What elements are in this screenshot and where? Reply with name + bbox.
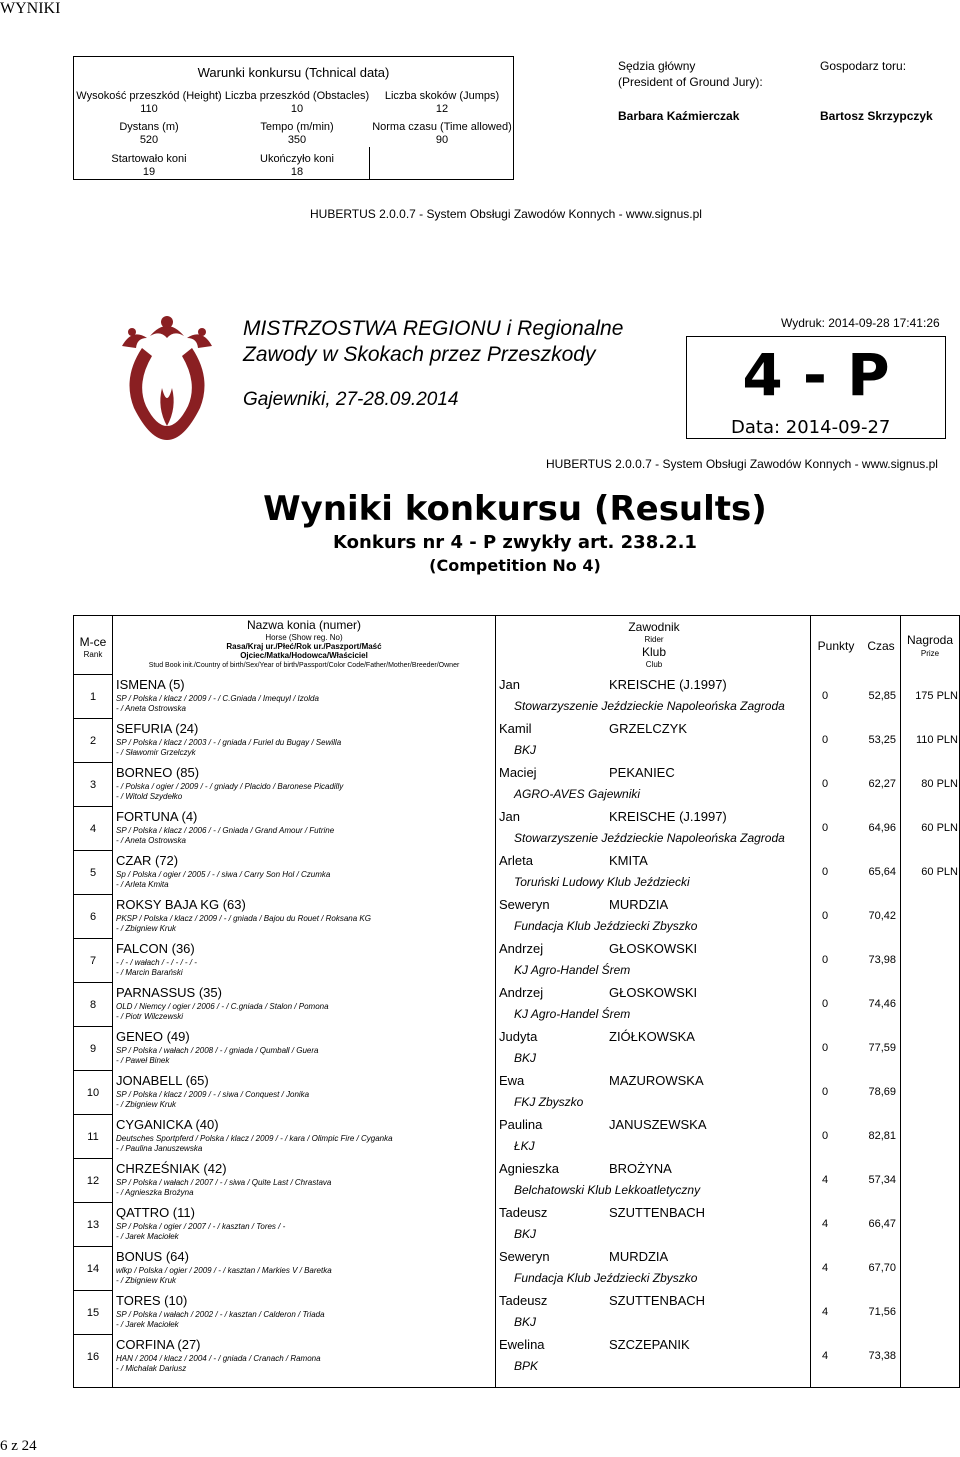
table-row <box>74 762 960 806</box>
rider-last-name: GRZELCZYK <box>609 721 688 736</box>
rider-first-name: Judyta <box>499 1029 538 1044</box>
horse-owner: - / Paulina Januszewska <box>116 1144 203 1153</box>
horse-info: SP / Polska / ogier / 2007 / - / kasztan / Tores / - <box>116 1222 286 1231</box>
horse-owner: - / Zbigniew Kruk <box>116 1276 177 1285</box>
points-cell: 0 <box>821 1130 829 1142</box>
table-row <box>74 894 960 938</box>
president-label-1: Sędzia główny <box>618 59 696 73</box>
rider-last-name: GŁOSKOWSKI <box>609 941 698 956</box>
rider-club: ŁKJ <box>514 1139 535 1153</box>
document-title: WYNIKI <box>0 0 61 17</box>
rank-divider <box>74 1070 112 1071</box>
points-cell: 0 <box>821 866 829 878</box>
time-cell: 57,34 <box>868 1174 896 1186</box>
time-cell: 65,64 <box>868 866 896 878</box>
rank-cell: 4 <box>89 823 97 835</box>
time-cell: 73,38 <box>868 1350 896 1362</box>
rank-divider <box>74 1026 112 1027</box>
rider-first-name: Jan <box>499 809 520 824</box>
horse-owner: - / Zbigniew Kruk <box>116 1100 177 1109</box>
header-club-en: Club <box>645 660 663 669</box>
rank-divider <box>74 1202 112 1203</box>
jumps-label-row: Liczba skoków (Jumps) <box>384 90 500 102</box>
horse-name: ISMENA (5) <box>116 677 185 692</box>
horse-name: CHRZEŚNIAK (42) <box>116 1161 227 1176</box>
time-cell: 70,42 <box>868 910 896 922</box>
rider-last-name: ZIÓŁKOWSKA <box>609 1029 695 1044</box>
points-cell: 0 <box>821 778 829 790</box>
time-allowed-label: Norma czasu (Time allowed) <box>372 121 512 133</box>
rider-last-name: SZCZEPANIK <box>609 1337 690 1352</box>
rider-first-name: Seweryn <box>499 897 550 912</box>
rider-first-name: Jan <box>499 677 520 692</box>
table-row <box>74 718 960 762</box>
header-horse-parents: Ojciec/Matka/Hodowca/Właściciel <box>240 651 368 660</box>
obstacles-label: Liczba przeszkód (Obstacles) <box>224 90 370 102</box>
horse-name: CYGANICKA (40) <box>116 1117 219 1132</box>
rider-first-name: Arleta <box>499 853 533 868</box>
rider-club: Belchatowski Klub Lekkoatletyczny <box>514 1183 701 1197</box>
rank-cell: 14 <box>86 1263 100 1275</box>
rider-club: Stowarzyszenie Jeździeckie Napoleońska Zagroda <box>514 831 785 845</box>
horse-name: TORES (10) <box>116 1293 188 1308</box>
started-value: 19 <box>142 166 156 178</box>
horse-name: QATTRO (11) <box>116 1205 195 1220</box>
rider-club: BKJ <box>514 1227 537 1241</box>
rank-divider <box>74 718 112 719</box>
rider-club: KJ Agro-Handel Śrem <box>514 963 631 977</box>
rider-club: BKJ <box>514 1315 537 1329</box>
rank-cell: 5 <box>89 867 97 879</box>
rider-first-name: Kamil <box>499 721 532 736</box>
horse-info: HAN / 2004 / klacz / 2004 / - / gniada / Cranach / Ramona <box>116 1354 321 1363</box>
header-time: Czas <box>867 639 895 653</box>
horse-info: - / - / wałach / - / - / - / - <box>116 958 197 967</box>
rank-divider <box>74 806 112 807</box>
horse-info: PKSP / Polska / klacz / 2009 / - / gniada / Bajou du Rouet / Roksana KG <box>116 914 371 923</box>
table-row <box>74 674 960 718</box>
rank-divider <box>74 762 112 763</box>
points-cell: 4 <box>821 1350 829 1362</box>
header-prize: Nagroda <box>906 633 954 647</box>
header-horse-details: Rasa/Kraj ur./Płeć/Rok ur./Paszport/Maść <box>226 642 382 651</box>
rank-divider <box>74 1158 112 1159</box>
rider-first-name: Ewa <box>499 1073 525 1088</box>
points-cell: 4 <box>821 1306 829 1318</box>
table-row <box>74 806 960 850</box>
header-rank: M-ce <box>79 635 107 649</box>
conditions-title: Warunki konkursu (Tchnical data) <box>197 65 390 80</box>
event-title <box>243 316 623 368</box>
horse-info: SP / Polska / klacz / 2009 / - / siwa / Conquest / Jonika <box>116 1090 310 1099</box>
horse-name: JONABELL (65) <box>116 1073 209 1088</box>
table-row <box>74 1026 960 1070</box>
horse-owner: - / Jarek Maciołek <box>116 1320 179 1329</box>
table-row <box>74 850 960 894</box>
horse-owner: - / Jarek Maciołek <box>116 1232 179 1241</box>
points-cell: 0 <box>821 998 829 1010</box>
rider-club: AGRO-AVES Gajewniki <box>514 787 641 801</box>
horse-name: SEFURIA (24) <box>116 721 199 736</box>
rider-last-name: GŁOSKOWSKI <box>609 985 698 1000</box>
rank-cell: 1 <box>89 691 97 703</box>
points-cell: 0 <box>821 910 829 922</box>
horse-name: FORTUNA (4) <box>116 809 198 824</box>
horse-info: SP / Polska / wałach / 2008 / - / gniada / Qumball / Guera <box>116 1046 319 1055</box>
table-row <box>74 1290 960 1334</box>
horse-owner: - / Aneta Ostrowska <box>116 704 186 713</box>
horse-owner: - / Arleta Kmita <box>116 880 169 889</box>
rider-club: BPK <box>514 1359 539 1373</box>
horse-info: SP / Polska / klacz / 2006 / - / Gniada / Grand Amour / Futrine <box>116 826 335 835</box>
time-cell: 66,47 <box>868 1218 896 1230</box>
points-cell: 0 <box>821 822 829 834</box>
time-cell: 62,27 <box>868 778 896 790</box>
finished-value: 18 <box>290 166 304 178</box>
rank-cell: 12 <box>86 1175 100 1187</box>
prize-cell: 80 PLN <box>921 778 958 790</box>
results-subtitle: Konkurs nr 4 - P zwykły art. 238.2.1 <box>333 532 697 553</box>
horse-name: PARNASSUS (35) <box>116 985 222 1000</box>
president-label-2: (President of Ground Jury): <box>618 75 763 89</box>
finished-label: Ukończyło koni <box>260 153 334 165</box>
horseshoe-logo-icon <box>112 308 222 443</box>
rank-divider <box>74 938 112 939</box>
rider-first-name: Seweryn <box>499 1249 550 1264</box>
rank-divider <box>74 1246 112 1247</box>
jumps-value: 12 <box>435 103 449 115</box>
table-row <box>74 1202 960 1246</box>
horse-info: wlkp / Polska / ogier / 2009 / - / kasztan / Markies V / Baretka <box>116 1266 332 1275</box>
rank-cell: 6 <box>89 911 97 923</box>
distance-label: Dystans (m) <box>119 121 179 133</box>
horse-owner: - / Zbigniew Kruk <box>116 924 177 933</box>
points-cell: 0 <box>821 1042 829 1054</box>
rider-last-name: SZUTTENBACH <box>609 1293 706 1308</box>
ground-label: Gospodarz toru: <box>820 59 907 73</box>
horse-owner: - / Paweł Binek <box>116 1056 170 1065</box>
competition-date: Data: 2014-09-27 <box>731 417 891 438</box>
event-title-line-1: MISTRZOSTWA REGIONU i Regionalne <box>243 317 624 340</box>
obstacles-value: 10 <box>290 103 304 115</box>
time-allowed-value: 90 <box>435 134 449 146</box>
horse-owner: - / Marcin Barański <box>116 968 183 977</box>
rider-last-name: KREISCHE (J.1997) <box>609 677 727 692</box>
rank-cell: 13 <box>86 1219 100 1231</box>
table-row <box>74 1246 960 1290</box>
time-cell: 77,59 <box>868 1042 896 1054</box>
prize-cell: 60 PLN <box>921 866 958 878</box>
rank-divider <box>74 1290 112 1291</box>
header-horse: Nazwa konia (numer) <box>246 618 362 632</box>
distance-value: 520 <box>139 134 159 146</box>
height-value: 110 <box>140 103 158 115</box>
rank-cell: 10 <box>86 1087 100 1099</box>
rider-last-name: PEKANIEC <box>609 765 675 780</box>
rider-club: FKJ Zbyszko <box>514 1095 584 1109</box>
results-table <box>73 615 960 1388</box>
rider-club: KJ Agro-Handel Śrem <box>514 1007 631 1021</box>
results-title: Wyniki konkursu (Results) <box>263 489 767 529</box>
horse-info: SP / Polska / wałach / 2007 / - / siwa / Quite Last / Chrastava <box>116 1178 332 1187</box>
horse-owner: - / Sławomir Grzelczyk <box>116 748 196 757</box>
rider-first-name: Andrzej <box>499 941 544 956</box>
rider-last-name: KMITA <box>609 853 648 868</box>
started-label: Startowało koni <box>111 153 187 165</box>
horse-owner: - / Aneta Ostrowska <box>116 836 186 845</box>
conditions-divider <box>369 147 370 180</box>
competition-conditions <box>73 56 514 180</box>
header-horse-details-en: Stud Book init./Country of birth/Sex/Year of birth/Passport/Color Code/Father/Mother/Breeder/Owner <box>148 662 460 669</box>
points-cell: 0 <box>821 954 829 966</box>
rider-last-name: MURDZIA <box>609 897 669 912</box>
horse-name: CORFINA (27) <box>116 1337 201 1352</box>
header-points: Punkty <box>817 639 855 653</box>
prize-cell: 175 PLN <box>915 690 958 702</box>
rank-divider <box>74 894 112 895</box>
header-club: Klub <box>641 645 667 659</box>
rider-last-name: SZUTTENBACH <box>609 1205 706 1220</box>
tempo-value: 350 <box>287 134 307 146</box>
horse-info: OLD / Niemcy / ogier / 2006 / - / C.gniada / Stalon / Pomona <box>116 1002 329 1011</box>
rider-first-name: Tadeusz <box>499 1205 548 1220</box>
printout-timestamp: Wydruk: 2014-09-28 17:41:26 <box>781 316 940 330</box>
rank-cell: 2 <box>89 735 97 747</box>
rider-last-name: KREISCHE (J.1997) <box>609 809 727 824</box>
horse-info: - / Polska / ogier / 2009 / - / gniady / Placido / Baronese Picadilly <box>116 782 344 791</box>
rider-last-name: JANUSZEWSKA <box>609 1117 707 1132</box>
horse-info: Sp / Polska / ogier / 2005 / - / siwa / Carry Son Hol / Czumka <box>116 870 331 879</box>
header-rider-en: Rider <box>644 635 664 644</box>
prize-cell: 110 PLN <box>916 734 958 746</box>
rider-first-name: Maciej <box>499 765 537 780</box>
tempo-label: Tempo (m/min) <box>260 121 334 133</box>
horse-name: FALCON (36) <box>116 941 195 956</box>
points-cell: 0 <box>821 734 829 746</box>
ground-name: Bartosz Skrzypczyk <box>820 109 933 123</box>
rider-club: Fundacja Klub Jeździecki Zbyszko <box>514 1271 698 1285</box>
header-horse-en: Horse (Show reg. No) <box>265 633 343 642</box>
time-cell: 73,98 <box>868 954 896 966</box>
rider-club: Fundacja Klub Jeździecki Zbyszko <box>514 919 698 933</box>
points-cell: 0 <box>821 1086 829 1098</box>
event-place-date: Gajewniki, 27-28.09.2014 <box>243 389 459 410</box>
horse-name: BONUS (64) <box>116 1249 189 1264</box>
rank-cell: 9 <box>89 1043 97 1055</box>
points-cell: 4 <box>821 1174 829 1186</box>
rank-divider <box>74 982 112 983</box>
height-label: Wysokość przeszkód (Height) <box>76 90 222 102</box>
time-cell: 78,69 <box>868 1086 896 1098</box>
rider-last-name: BROŻYNA <box>609 1161 672 1176</box>
rider-last-name: MURDZIA <box>609 1249 669 1264</box>
time-cell: 67,70 <box>868 1262 896 1274</box>
software-line-mid: HUBERTUS 2.0.0.7 - System Obsługi Zawodów Konnych - www.signus.pl <box>546 457 938 471</box>
page-indicator: 6 z 24 <box>0 1438 37 1454</box>
horse-owner: - / Witold Szydełko <box>116 792 183 801</box>
competition-box <box>686 336 946 439</box>
horse-info: SP / Polska / klacz / 2003 / - / gniada / Furiel du Bugay / Sewilla <box>116 738 342 747</box>
rank-divider <box>74 850 112 851</box>
table-row <box>74 938 960 982</box>
time-cell: 82,81 <box>868 1130 896 1142</box>
horse-owner: - / Michalak Dariusz <box>116 1364 187 1373</box>
points-cell: 4 <box>821 1218 829 1230</box>
horse-info: SP / Polska / klacz / 2009 / - / C.Gniada / Imequyl / Izolda <box>116 694 319 703</box>
rank-cell: 3 <box>89 779 97 791</box>
rank-divider <box>74 1114 112 1115</box>
table-row <box>74 1070 960 1114</box>
rank-cell: 7 <box>89 955 97 967</box>
rank-cell: 16 <box>86 1351 100 1363</box>
rank-cell: 11 <box>87 1131 99 1143</box>
horse-name: CZAR (72) <box>116 853 179 868</box>
horse-name: ROKSY BAJA KG (63) <box>116 897 246 912</box>
event-title-line-2: Zawody w Skokach przez Przeszkody <box>243 343 596 366</box>
rider-first-name: Tadeusz <box>499 1293 548 1308</box>
rank-cell: 8 <box>89 999 97 1011</box>
rank-cell: 15 <box>86 1307 100 1319</box>
header-prize-en: Prize <box>920 649 940 658</box>
time-cell: 64,96 <box>868 822 896 834</box>
rider-club: Stowarzyszenie Jeździeckie Napoleońska Zagroda <box>514 699 785 713</box>
horse-name: BORNEO (85) <box>116 765 200 780</box>
horse-info: SP / Polska / wałach / 2002 / - / kasztan / Calderon / Triada <box>116 1310 325 1319</box>
rider-club: Toruński Ludowy Klub Jeździecki <box>514 875 690 889</box>
horse-info: Deutsches Sportpferd / Polska / klacz / 2009 / - / kara / Olimpic Fire / Cyganka <box>116 1134 393 1143</box>
rider-first-name: Agnieszka <box>499 1161 559 1176</box>
table-row <box>74 1114 960 1158</box>
time-cell: 52,85 <box>868 690 896 702</box>
time-cell: 74,46 <box>868 998 896 1010</box>
header-rider: Zawodnik <box>628 620 680 634</box>
horse-owner: - / Piotr Wilczewski <box>116 1012 184 1021</box>
prize-cell: 60 PLN <box>921 822 958 834</box>
rider-first-name: Paulina <box>499 1117 543 1132</box>
rider-club: BKJ <box>514 743 537 757</box>
rank-divider <box>74 1334 112 1335</box>
rider-first-name: Ewelina <box>499 1337 545 1352</box>
software-line-top: HUBERTUS 2.0.0.7 - System Obsługi Zawodów Konnych - www.signus.pl <box>310 207 702 221</box>
table-row <box>74 1334 960 1378</box>
president-name: Barbara Kaźmierczak <box>618 109 740 123</box>
time-cell: 53,25 <box>868 734 896 746</box>
table-row <box>74 982 960 1026</box>
points-cell: 4 <box>821 1262 829 1274</box>
horse-name: GENEO (49) <box>116 1029 190 1044</box>
competition-code: 4 - P <box>742 341 890 409</box>
results-competition-no: (Competition No 4) <box>429 556 601 575</box>
table-row <box>74 1158 960 1202</box>
horse-owner: - / Agnieszka Brożyna <box>116 1188 194 1197</box>
rider-first-name: Andrzej <box>499 985 544 1000</box>
time-cell: 71,56 <box>868 1306 896 1318</box>
points-cell: 0 <box>821 690 829 702</box>
header-rank-en: Rank <box>83 650 103 659</box>
rider-last-name: MAZUROWSKA <box>609 1073 704 1088</box>
rider-club: BKJ <box>514 1051 537 1065</box>
